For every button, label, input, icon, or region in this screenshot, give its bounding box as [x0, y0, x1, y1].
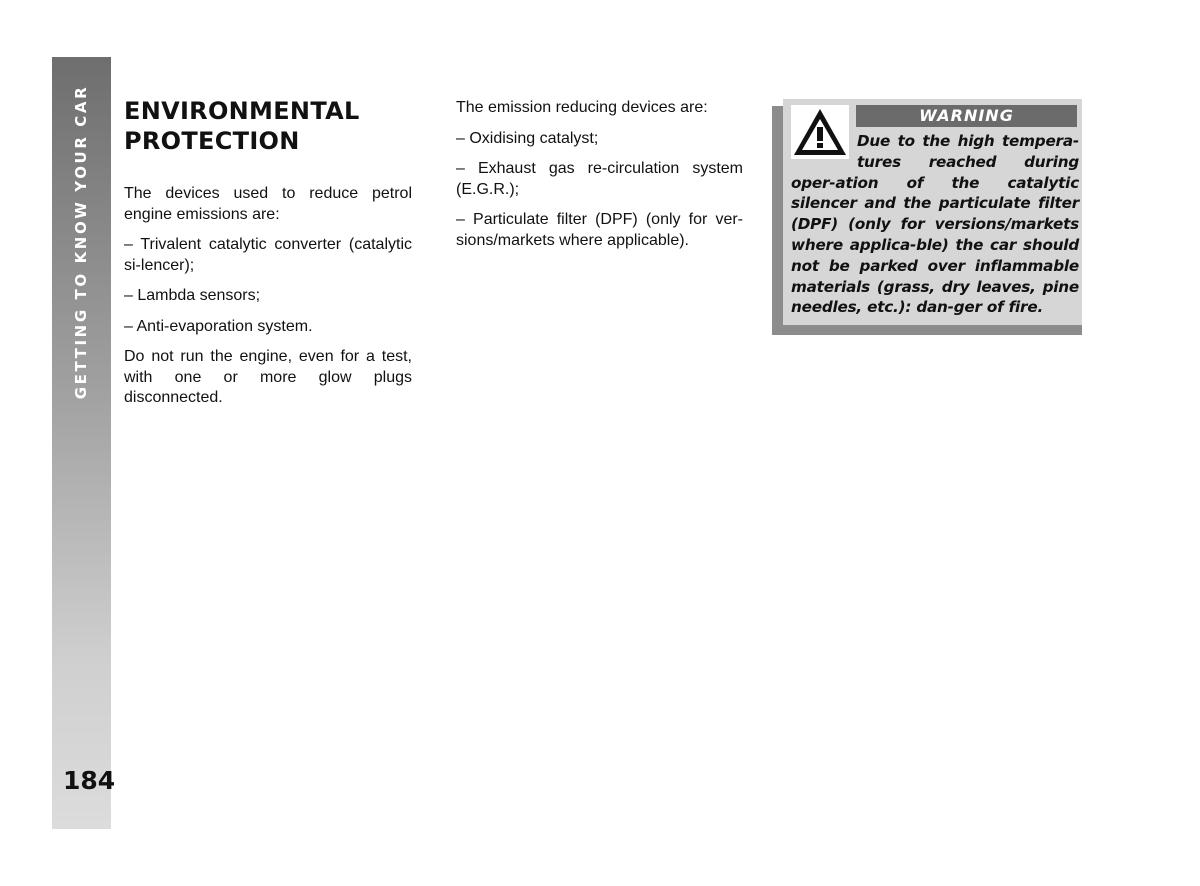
list-item: – Exhaust gas re-circulation system (E.G.R.);	[456, 160, 743, 198]
column-middle	[456, 98, 743, 261]
list-item: – Trivalent catalytic converter (catalytic si-lencer);	[124, 236, 412, 274]
page-number: 184	[63, 766, 116, 795]
warning-header: WARNING	[856, 105, 1077, 127]
warning-text: Due to the high tempera-tures reached during oper-ation of the catalytic silencer and the particulate filter (DPF) (only for versions/markets where applica-ble) the car should not be parked over inflammable materials (grass, dry leaves, pine needles, etc.): dan-ger of fire.	[791, 132, 1079, 317]
title-line-2: PROTECTION	[124, 127, 300, 155]
list-item: – Lambda sensors;	[124, 287, 261, 304]
list-item: – Oxidising catalyst;	[456, 129, 599, 147]
warning-box	[783, 99, 1082, 325]
list-item: – Particulate filter (DPF) (only for ver-sions/markets where applicable).	[456, 211, 743, 249]
section-label: GETTING TO KNOW YOUR CAR	[72, 84, 90, 400]
paragraph: The devices used to reduce petrol engine emissions are:	[124, 185, 412, 223]
title-line-1: ENVIRONMENTAL	[124, 97, 360, 125]
paragraph: Do not run the engine, even for a test, with one or more glow plugs disconnected.	[124, 348, 412, 406]
warning-text-block	[791, 131, 1079, 318]
column-left	[124, 184, 412, 419]
page-title	[124, 96, 360, 156]
list-item: – Anti-evaporation system.	[124, 317, 313, 335]
paragraph: The emission reducing devices are:	[456, 99, 708, 116]
